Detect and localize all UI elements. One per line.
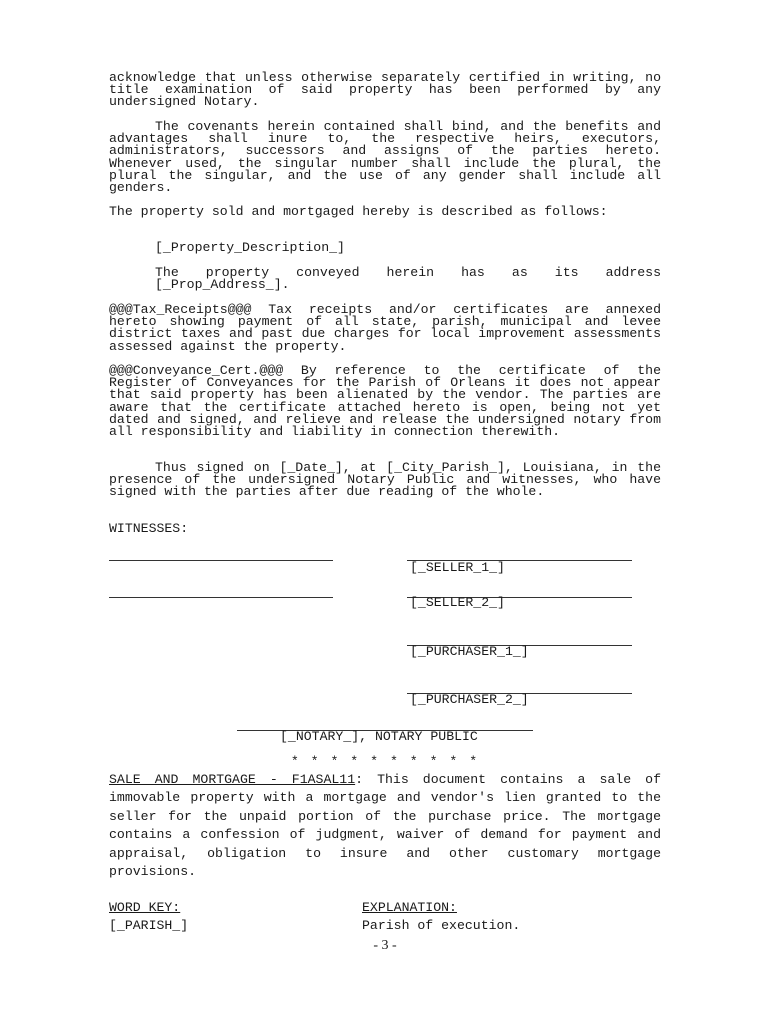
- purchaser-2-label: [_PURCHASER_2_]: [410, 692, 529, 707]
- seller-2-label: [_SELLER_2_]: [410, 595, 505, 610]
- property-address-placeholder: [_Prop_Address_].: [155, 277, 290, 293]
- document-summary: [109, 771, 661, 881]
- section-separator: * * * * * * * * * *: [290, 754, 480, 769]
- witnesses-label: WITNESSES:: [109, 521, 189, 536]
- paragraph-title-disclaimer: acknowledge that unless otherwise separately certified in writing, no title examination of said property has been performed by any undersigned Notary.: [109, 70, 661, 110]
- explanation-parish: Parish of execution.: [362, 918, 521, 933]
- page-number: - 3 -: [373, 938, 397, 953]
- property-address-line-1: The property conveyed herein has as its address: [155, 265, 661, 280]
- paragraph-property-intro: The property sold and mortgaged hereby is described as follows:: [109, 204, 608, 219]
- witness-1-signature-line: [109, 560, 333, 561]
- purchaser-1-label: [_PURCHASER_1_]: [410, 644, 529, 659]
- paragraph-tax-receipts: @@@Tax_Receipts@@@ Tax receipts and/or certificates are annexed hereto showing payment of all state, parish, municipal and levee district taxes and past due charges for local improvement assessments assessed against the property.: [109, 302, 661, 354]
- notary-label: [_NOTARY_], NOTARY PUBLIC: [280, 729, 478, 744]
- property-description-placeholder: [_Property_Description_]: [155, 240, 345, 255]
- word-key-parish: [_PARISH_]: [109, 918, 189, 933]
- paragraph-covenants: The covenants herein contained shall bind, and the benefits and advantages shall inure to, the respective heirs, executors, administrators, successors and assigns of the parties hereto. Whenever used, the singular number shall include the plural, the plural the singular, and the use of any gender shall include all genders.: [109, 119, 661, 196]
- witness-2-signature-line: [109, 597, 333, 598]
- paragraph-signing-statement: Thus signed on [_Date_], at [_City_Parish_], Louisiana, in the presence of the undersigned Notary Public and witnesses, who have signed with the parties after due reading of the whole.: [109, 460, 661, 500]
- summary-title: SALE AND MORTGAGE - F1ASAL11: [109, 772, 356, 787]
- paragraph-conveyance-certificate: @@@Conveyance_Cert.@@@ By reference to the certificate of the Register of Conveyances for the Parish of Orleans it does not appear that said property has been alienated by the vendor. The parties are aware that the certificate attached hereto is open, being not yet dated and signed, and relieve and release the undersigned notary from all responsibility and liability in connection therewith.: [109, 363, 661, 440]
- paragraph-property-address: [155, 267, 661, 291]
- seller-1-label: [_SELLER_1_]: [410, 560, 505, 575]
- word-key-header: WORD KEY:: [109, 900, 181, 915]
- explanation-header: EXPLANATION:: [362, 900, 457, 915]
- summary-text: : This document contains a sale of immovable property with a mortgage and vendor's lien granted to the seller for the unpaid portion of the purchase price. The mortgage contains a confession of judgment, waiver of demand for payment and appraisal, obligation to insure and other customary mortgage provisions.: [109, 772, 661, 880]
